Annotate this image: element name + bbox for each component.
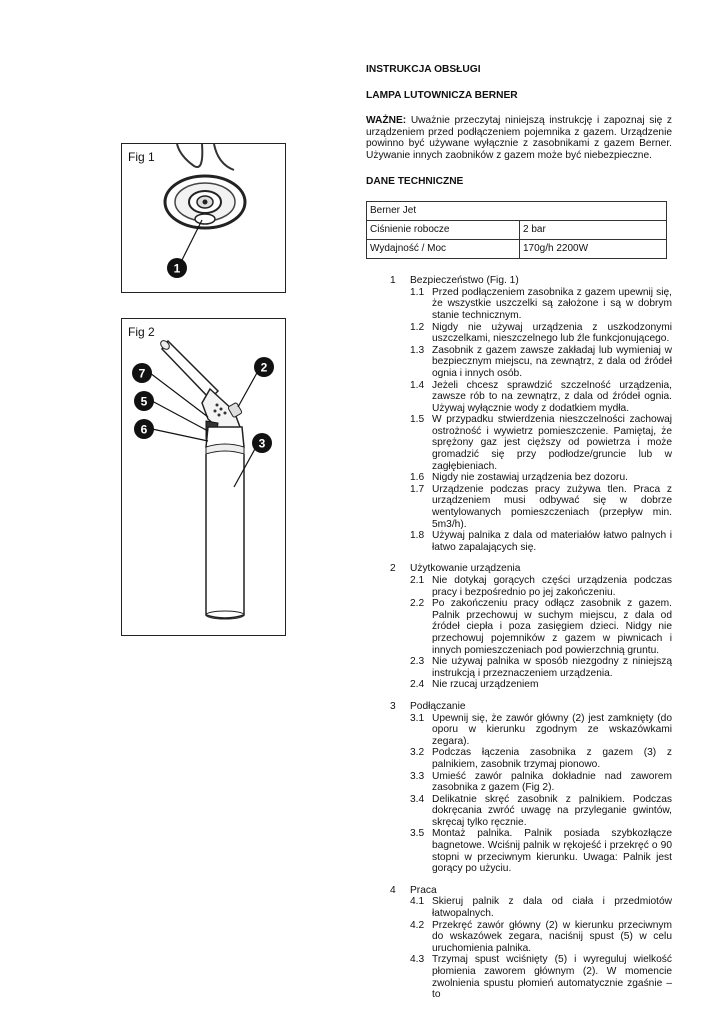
table-row xyxy=(367,240,667,259)
sections-list xyxy=(366,275,672,1001)
section-1 xyxy=(366,275,672,553)
item-number: 2.4 xyxy=(410,679,425,691)
section-heading xyxy=(366,701,672,713)
item-text: Nie używaj palnika w sposób niezgodny z niniejszą instrukcją i przeznaczeniem urządzenia. xyxy=(432,656,672,679)
item-text: Przekręć zawór główny (2) w kierunku przeciwnym do wskazówek zegara, naciśnij spust (5) w celu uruchomienia palnika. xyxy=(432,919,672,954)
list-item xyxy=(366,575,672,598)
figure-1 xyxy=(121,143,286,293)
list-item xyxy=(366,598,672,656)
item-number: 3.5 xyxy=(410,828,425,840)
section-4 xyxy=(366,885,672,1001)
item-number: 1.5 xyxy=(410,414,425,426)
item-text: Urządzenie podczas pracy zużywa tlen. Praca z urządzeniem musi odbywać się w dobrze wentylowanych pomieszczeniach (przepływ min. 5m3/h). xyxy=(432,483,672,530)
list-item xyxy=(366,747,672,770)
text-column xyxy=(366,64,672,1011)
callout-7-label: 7 xyxy=(138,366,146,381)
important-label: WAŻNE: xyxy=(366,115,407,127)
list-item xyxy=(366,322,672,345)
item-text: Umieść zawór palnika dokładnie nad zaworem zasobnika z gazem (Fig 2). xyxy=(432,770,672,794)
callout-2-label: 2 xyxy=(260,360,268,375)
item-text: Upewnij się, że zawór główny (2) jest zamknięty (do oporu w kierunku zgodnym ze wskazówkami zegara). xyxy=(432,712,672,747)
item-text: Nigdy nie używaj urządzenia z uszkodzonymi uszczelkami, nieszczelnego lub źle funkcjonującego. xyxy=(432,321,672,345)
item-number: 2.1 xyxy=(410,575,425,586)
item-text: Zasobnik z gazem zawsze zakładaj lub wymieniaj w bezpiecznym miejscu, na zewnątrz, z dala od źródeł ognia i innych osób. xyxy=(432,344,672,379)
section-heading xyxy=(366,275,672,287)
item-number: 1.3 xyxy=(410,344,425,356)
item-text: Podczas łączenia zasobnika z gazem (3) z palnikiem, zasobnik trzymaj pionowo. xyxy=(432,747,672,770)
tech-data-table xyxy=(366,201,667,259)
list-item xyxy=(366,794,672,829)
section-2 xyxy=(366,563,672,691)
item-text: Po zakończeniu pracy odłącz zasobnik z gazem. Palnik przechowuj w suchym miejscu, z dala od źródeł ciepła i poza zasięgiem dzieci. Nidgy nie przechowuj pojemników z gazem w piwnicach i innych pomieszczeniach pod powierzchnią gruntu. xyxy=(432,598,672,656)
list-item xyxy=(366,472,672,484)
item-number: 1.1 xyxy=(410,286,425,298)
list-item xyxy=(366,345,672,380)
item-text: Przed podłączeniem zasobnika z gazem upewnij się, że wszystkie uszczelki są założone i są w dobrym stanie technicznym. xyxy=(432,286,672,321)
important-text: Uważnie przeczytaj niniejszą instrukcję i zapoznaj się z urządzeniem przed podłączeniem pojemnika z gazem. Urządzenie powinno być używane wyłącznie z zasobnikami z gazem Berner. Używanie innych zaobników z gazem może być niebezpieczne. xyxy=(366,115,672,161)
document-title: INSTRUKCJA OBSŁUGI xyxy=(366,64,481,75)
item-text: Skieruj palnik z dala od ciała i przedmiotów łatwopalnych. xyxy=(432,896,672,920)
item-text: Nie rzucaj urządzeniem xyxy=(432,679,539,691)
item-text: Jeżeli chcesz sprawdzić szczelność urządzenia, zawsze rób to na zewnątrz, z dala od źródeł ognia. Używaj wyłącznie wody z dodatkiem mydła. xyxy=(432,379,672,414)
table-cell-value: 170g/h 2200W xyxy=(520,240,667,259)
section-title: Bezpieczeństwo (Fig. 1) xyxy=(410,275,519,287)
list-item xyxy=(366,896,672,919)
important-notice xyxy=(366,115,672,161)
section-number: 3 xyxy=(390,700,396,712)
section-number: 1 xyxy=(390,275,396,287)
callout-1-label: 1 xyxy=(173,261,181,276)
item-number: 1.2 xyxy=(410,321,425,333)
callout-5-label: 5 xyxy=(140,394,148,409)
table-cell-value: 2 bar xyxy=(520,221,667,240)
list-item xyxy=(366,530,672,553)
callout-6-label: 6 xyxy=(140,422,148,437)
item-text: Nigdy nie zostawiaj urządzenia bez dozoru. xyxy=(432,472,628,484)
item-number: 1.8 xyxy=(410,530,425,542)
section-number: 2 xyxy=(390,563,396,575)
figure-2-drawing xyxy=(122,319,285,635)
figure-1-label: Fig 1 xyxy=(128,150,155,164)
table-row xyxy=(367,221,667,240)
item-number: 3.2 xyxy=(410,747,425,759)
item-number: 2.2 xyxy=(410,598,425,610)
section-heading xyxy=(366,885,672,897)
section-title: Użytkowanie urządzenia xyxy=(410,563,521,575)
figure-2-label: Fig 2 xyxy=(128,325,155,339)
item-text: Trzymaj spust wciśnięty (5) i wyreguluj wielkość płomienia zaworem głównym (2). W momencie zwolnienia spustu płomień automatycznie zgaśnie – to xyxy=(432,954,672,1001)
item-text: Używaj palnika z dala od materiałów łatwo palnych i łatwo zapalających się. xyxy=(432,530,672,553)
item-number: 4.3 xyxy=(410,954,425,966)
list-item xyxy=(366,287,672,322)
callout-3-label: 3 xyxy=(258,436,266,451)
table-row xyxy=(367,202,667,221)
product-name-cell: Berner Jet xyxy=(367,202,667,221)
list-item xyxy=(366,828,672,874)
item-text: Nie dotykaj gorących części urządzenia podczas pracy i bezpośrednio po jej zakończeniu. xyxy=(432,575,672,598)
item-number: 1.7 xyxy=(410,483,425,495)
section-heading xyxy=(366,563,672,575)
section-3 xyxy=(366,701,672,875)
item-number: 4.2 xyxy=(410,919,425,931)
table-cell-label: Ciśnienie robocze xyxy=(367,221,520,240)
item-number: 3.4 xyxy=(410,793,425,805)
item-number: 1.4 xyxy=(410,379,425,391)
list-item xyxy=(366,920,672,955)
document-subtitle: LAMPA LUTOWNICZA BERNER xyxy=(366,89,518,101)
list-item xyxy=(366,484,672,530)
item-number: 3.1 xyxy=(410,712,425,724)
tech-data-heading: DANE TECHNICZNE xyxy=(366,175,464,187)
item-number: 4.1 xyxy=(410,896,425,908)
section-title: Praca xyxy=(410,884,437,896)
item-text: Delikatnie skręć zasobnik z palnikiem. Podczas dokręcania zwróć uwagę na przyleganie gwintów, skręcaj tylko ręcznie. xyxy=(432,793,672,828)
item-number: 1.6 xyxy=(410,472,425,484)
list-item xyxy=(366,713,672,748)
list-item xyxy=(366,771,672,794)
list-item xyxy=(366,656,672,679)
item-text: Montaż palnika. Palnik posiada szybkozłącze bagnetowe. Wciśnij palnik w rękojeść i przekręć o 90 stopni w przeciwnym kierunku. Uwaga: Palnik jest gorący po użyciu. xyxy=(432,828,672,875)
section-number: 4 xyxy=(390,884,396,896)
list-item xyxy=(366,954,672,1000)
list-item xyxy=(366,380,672,415)
item-text: W przypadku stwierdzenia nieszczelności zachowaj ostrożność i wywietrz pomieszczenie. Pamiętaj, że sprężony gaz jest cięższy od powietrza i może gromadzić się przy podłodze/gruncie lub w zagłębieniach. xyxy=(432,414,672,472)
section-title: Podłączanie xyxy=(410,700,466,712)
item-number: 2.3 xyxy=(410,656,425,668)
item-number: 3.3 xyxy=(410,770,425,782)
figure-2 xyxy=(121,318,286,636)
table-cell-label: Wydajność / Moc xyxy=(367,240,520,259)
figure-1-drawing xyxy=(122,144,285,292)
list-item xyxy=(366,414,672,472)
list-item xyxy=(366,679,672,691)
